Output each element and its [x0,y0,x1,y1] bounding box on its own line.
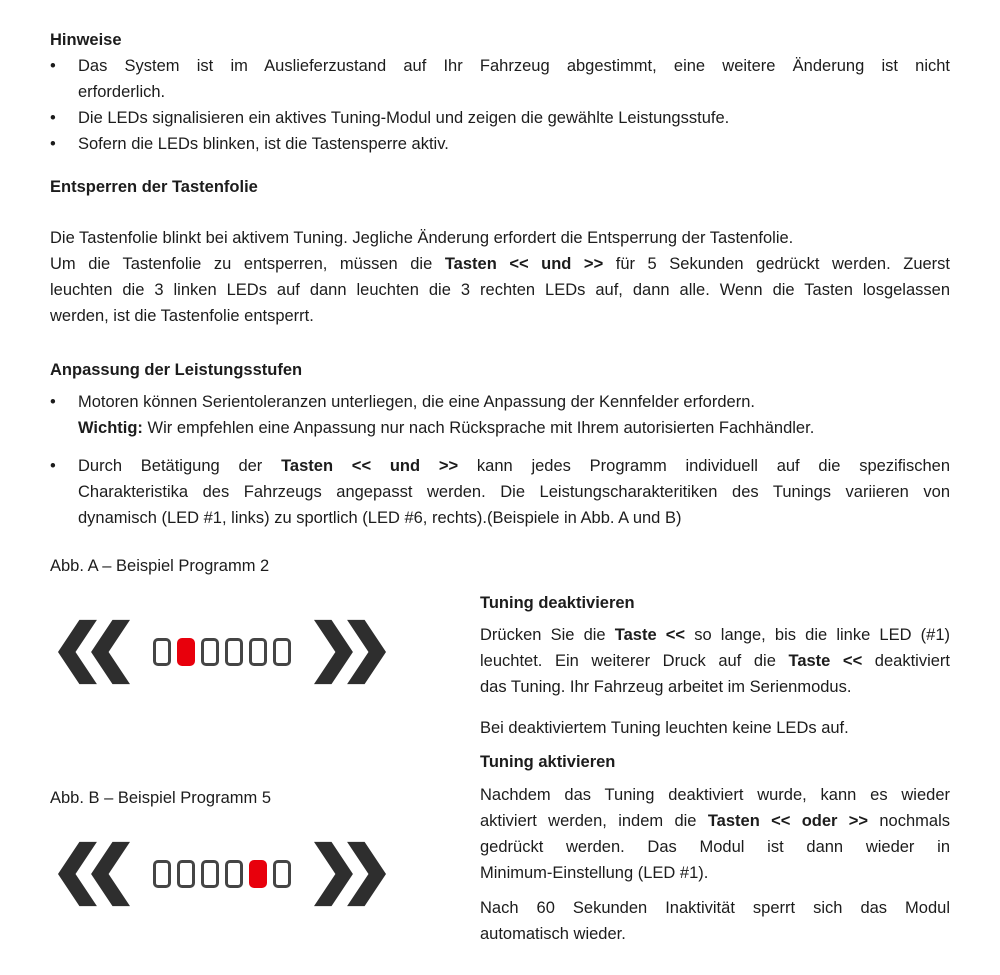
text-line [480,782,950,808]
text-line [480,895,950,921]
text-run-bold: Wichtig: [78,419,143,437]
led-row [153,638,291,666]
text-line [78,389,950,415]
text-run: deaktiviert [862,652,950,670]
text-run-bold: Tasten << oder >> [707,812,869,830]
led-indicator-off [249,638,267,666]
led-indicator-off [177,860,195,888]
text-run: das Tuning. Ihr Fahrzeug arbeitet im Serienmodus. [480,678,852,696]
text-run-bold: Tasten << und >> [444,255,604,273]
text-line [480,715,950,741]
instructions-column [480,553,950,947]
deactivate-title: Tuning deaktivieren [480,594,635,612]
text-line [78,415,950,441]
figure-b [50,785,480,907]
text-run: gedrückt werden. Das Modul ist dann wieder in [480,838,950,856]
figure-a-graphic [50,619,480,685]
led-indicator-off [201,638,219,666]
anpassung-bullet-list [50,389,950,531]
text-run: Die Tastenfolie blinkt bei aktivem Tuning. Jegliche Änderung erfordert die Entsperrung der Tastenfolie. [50,229,794,247]
bullet-item [50,53,950,105]
bullet-text [78,131,950,157]
text-run: Die LEDs signalisieren ein aktives Tuning-Modul und zeigen die gewählte Leistungsstufe. [78,109,730,127]
text-line [78,479,950,505]
text-run: Drücken Sie die [480,626,615,644]
figure-a-label: Abb. A – Beispiel Programm 2 [50,557,270,575]
text-line [78,79,950,105]
text-line [78,53,950,79]
text-run: Nachdem das Tuning deaktiviert wurde, kann es wieder [480,786,950,804]
text-run-bold: Taste << [788,652,863,670]
text-line [480,674,950,700]
text-run: Minimum-Einstellung (LED #1). [480,864,709,882]
double-chevron-right-icon [314,619,386,685]
figure-b-graphic [50,841,480,907]
led-indicator-off [273,638,291,666]
text-run: Motoren können Serientoleranzen unterliegen, die eine Anpassung der Kennfelder erfordern. [78,393,755,411]
led-indicator-active [177,638,195,666]
deactivate-paragraph [480,622,950,700]
text-line [50,251,950,277]
text-line [78,505,950,531]
text-line [78,105,950,131]
text-run: leuchtet. Ein weiterer Druck auf die [480,652,789,670]
text-line [480,921,950,947]
led-indicator-off [201,860,219,888]
activate-paragraph [480,782,950,886]
activate-note [480,895,950,947]
text-line [50,277,950,303]
text-run: kann jedes Programm individuell auf die spezifischen [458,457,950,475]
text-run: Wir empfehlen eine Anpassung nur nach Rücksprache mit Ihrem autorisierten Fachhändler. [142,419,815,437]
bullet-item [50,453,950,531]
figure-a [50,553,480,685]
text-line [480,648,950,674]
hinweise-bullet-list [50,53,950,157]
text-line [480,834,950,860]
bullet-marker: • [50,109,56,127]
hinweise-title: Hinweise [50,31,122,49]
text-run: dynamisch (LED #1, links) zu sportlich (LED #6, rechts).(Beispiele in Abb. A und B) [78,509,682,527]
text-run: Nach 60 Sekunden Inaktivität sperrt sich das Modul [480,899,950,917]
text-run: Bei deaktiviertem Tuning leuchten keine LEDs auf. [480,719,849,737]
text-run: nochmals [868,812,950,830]
text-run: Sofern die LEDs blinken, ist die Tastensperre aktiv. [78,135,449,153]
anpassung-title: Anpassung der Leistungsstufen [50,361,303,379]
text-run: Um die Tastenfolie zu entsperren, müssen die [50,255,445,273]
text-run: aktiviert werden, indem die [480,812,708,830]
text-line [480,808,950,834]
double-chevron-left-icon [58,841,130,907]
text-run-bold: Taste << [614,626,686,644]
text-run: so lange, bis die linke LED (#1) [685,626,951,644]
section-hinweise [50,27,950,157]
bullet-marker: • [50,393,56,411]
text-line [480,860,950,886]
text-run: Das System ist im Auslieferzustand auf Ihr Fahrzeug abgestimmt, eine weitere Änderung ist nicht [78,57,950,75]
bullet-marker: • [50,457,56,475]
led-row [153,860,291,888]
figure-b-label: Abb. B – Beispiel Programm 5 [50,789,272,807]
led-indicator-active [249,860,267,888]
text-line [78,453,950,479]
text-run: leuchten die 3 linken LEDs auf dann leuchten die 3 rechten LEDs auf, dann alle. Wenn die Tasten losgelassen [50,281,950,299]
led-indicator-off [153,638,171,666]
text-run: für 5 Sekunden gedrückt werden. Zuerst [603,255,950,273]
text-run: erforderlich. [78,83,166,101]
entsperren-paragraph [50,225,950,329]
bullet-item [50,389,950,441]
bullet-text [78,105,950,131]
double-chevron-left-icon [58,619,130,685]
figure-and-instructions-area [50,553,950,947]
text-run: Charakteristika des Fahrzeugs angepasst werden. Die Leistungscharakteritiken des Tunings variieren von [78,483,950,501]
activate-title: Tuning aktivieren [480,753,616,771]
led-indicator-off [273,860,291,888]
bullet-text [78,53,950,105]
bullet-item [50,105,950,131]
text-run-bold: Tasten << und >> [281,457,459,475]
bullet-marker: • [50,57,56,75]
deactivate-note [480,715,950,741]
bullet-marker: • [50,135,56,153]
text-line [50,225,950,251]
text-line [480,622,950,648]
section-anpassung [50,357,950,531]
section-entsperren [50,174,950,329]
text-line [78,131,950,157]
led-indicator-off [225,860,243,888]
double-chevron-right-icon [314,841,386,907]
text-run: automatisch wieder. [480,925,626,943]
bullet-text [78,453,950,531]
bullet-item [50,131,950,157]
text-run: Durch Betätigung der [78,457,282,475]
bullet-text [78,389,950,441]
led-indicator-off [153,860,171,888]
figures-column [50,553,480,947]
text-run: werden, ist die Tastenfolie entsperrt. [50,307,314,325]
entsperren-title: Entsperren der Tastenfolie [50,178,258,196]
text-line [50,303,950,329]
led-indicator-off [225,638,243,666]
